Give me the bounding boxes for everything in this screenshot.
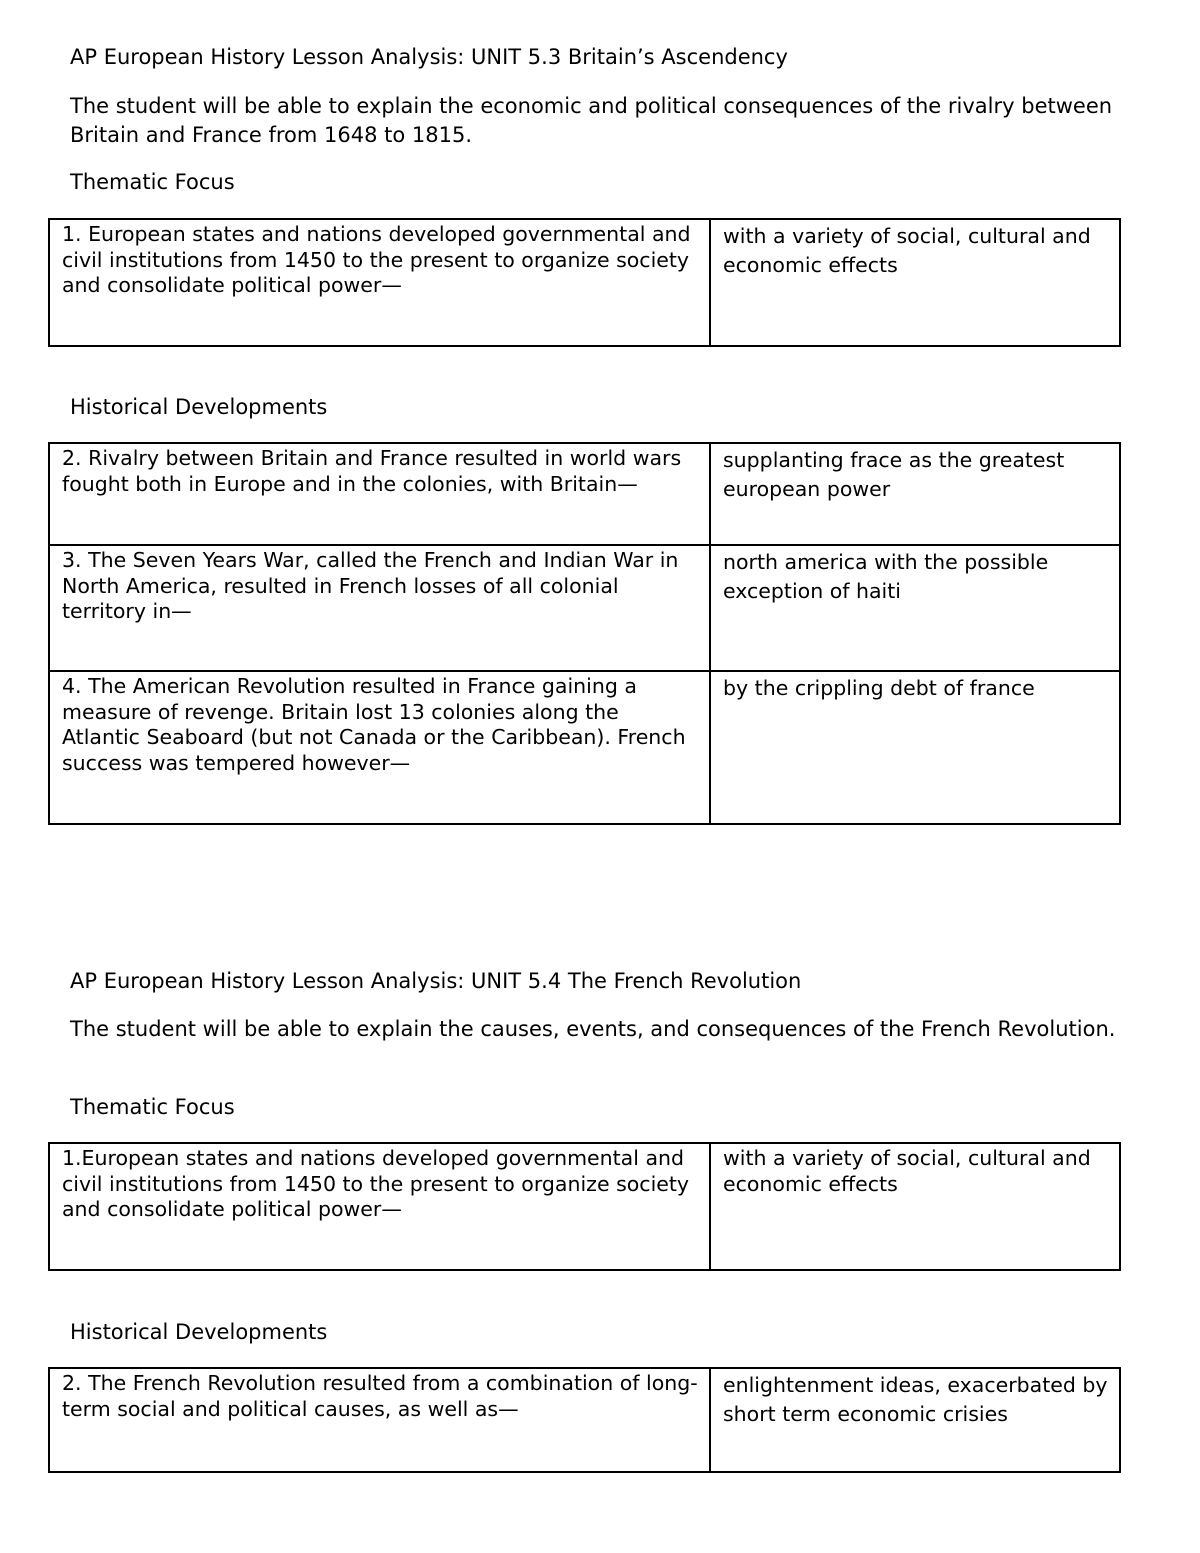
table-row <box>49 671 1120 824</box>
prompt-cell: 3. The Seven Years War, called the French and Indian War in North America, resulted in French losses of all colonial territory in— <box>49 545 710 671</box>
section2-historical-heading: Historical Developments <box>70 1320 328 1344</box>
table-row <box>49 1143 1120 1270</box>
prompt-cell: 1.European states and nations developed governmental and civil institutions from 1450 to the present to organize society and consolidate political power— <box>49 1143 710 1270</box>
table-row <box>49 443 1120 545</box>
table-row <box>49 545 1120 671</box>
section1-thematic-heading: Thematic Focus <box>70 170 235 194</box>
section2-thematic-table <box>48 1142 1121 1271</box>
section1-thematic-table <box>48 218 1121 347</box>
section2-historical-table <box>48 1367 1121 1473</box>
section2-title: AP European History Lesson Analysis: UNIT 5.4 The French Revolution <box>70 969 802 993</box>
answer-cell[interactable]: with a variety of social, cultural and economic effects <box>710 219 1120 346</box>
section1-historical-heading: Historical Developments <box>70 395 328 419</box>
prompt-cell: 1. European states and nations developed governmental and civil institutions from 1450 to the present to organize society and consolidate political power— <box>49 219 710 346</box>
table-row <box>49 1368 1120 1472</box>
answer-cell[interactable]: by the crippling debt of france <box>710 671 1120 824</box>
answer-cell[interactable]: with a variety of social, cultural and economic effects <box>710 1143 1120 1270</box>
section1-historical-table <box>48 442 1121 825</box>
answer-cell[interactable]: north america with the possible exception of haiti <box>710 545 1120 671</box>
table-row <box>49 219 1120 346</box>
prompt-cell: 2. Rivalry between Britain and France resulted in world wars fought both in Europe and in the colonies, with Britain— <box>49 443 710 545</box>
section2-thematic-heading: Thematic Focus <box>70 1095 235 1119</box>
section1-title: AP European History Lesson Analysis: UNIT 5.3 Britain’s Ascendency <box>70 45 788 69</box>
section2-objective: The student will be able to explain the causes, events, and consequences of the French Revolution. <box>70 1017 1116 1041</box>
prompt-cell: 2. The French Revolution resulted from a combination of long-term social and political causes, as well as— <box>49 1368 710 1472</box>
answer-cell[interactable]: enlightenment ideas, exacerbated by short term economic crisies <box>710 1368 1120 1472</box>
section1-objective: The student will be able to explain the economic and political consequences of the rivalry between Britain and France from 1648 to 1815. <box>70 94 1113 147</box>
prompt-cell: 4. The American Revolution resulted in France gaining a measure of revenge. Britain lost 13 colonies along the Atlantic Seaboard (but not Canada or the Caribbean). French success was tempered however— <box>49 671 710 824</box>
answer-cell[interactable]: supplanting frace as the greatest european power <box>710 443 1120 545</box>
